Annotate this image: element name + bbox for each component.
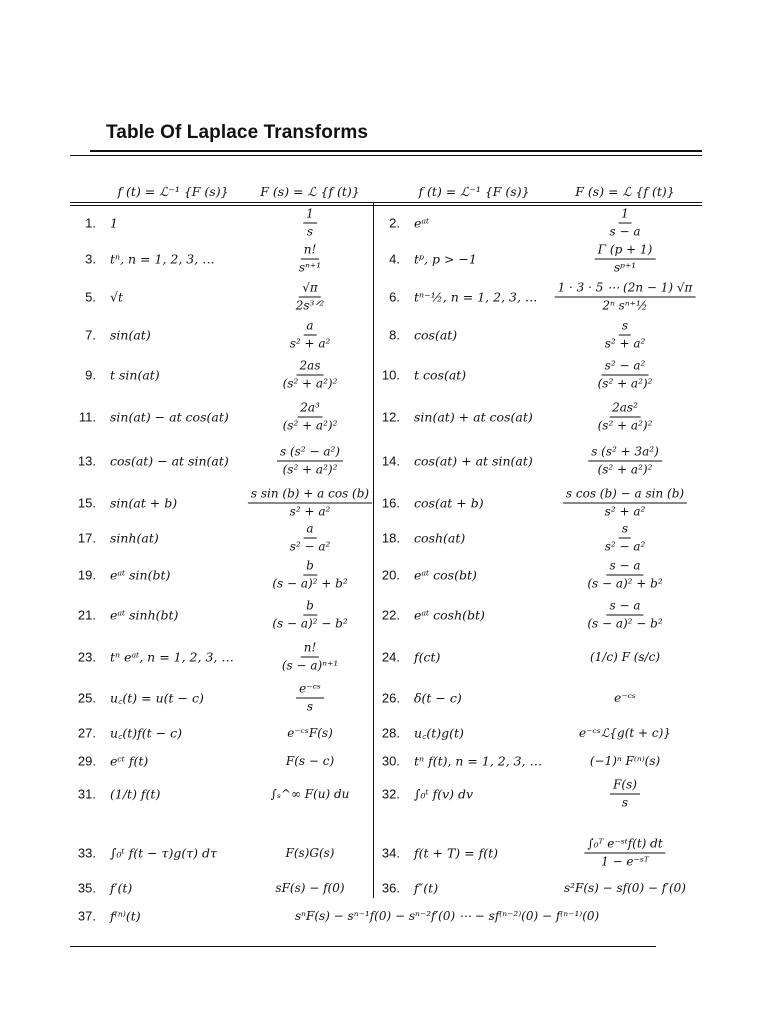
transform-denominator: (s² + a²)² — [597, 376, 653, 391]
entry-function: f⁽ⁿ⁾(t) — [110, 908, 141, 924]
transform-numerator: s − a — [606, 559, 643, 576]
transform-fraction — [610, 778, 640, 811]
entry-transform — [595, 359, 656, 392]
header-f-right: f (t) = ℒ⁻¹ {F (s)} — [418, 184, 530, 199]
transform-fraction — [563, 487, 687, 520]
transform-numerator: 2as² — [609, 401, 641, 418]
entry-function: u꜀(t)g(t) — [414, 725, 464, 741]
entry-transform — [602, 522, 649, 555]
transform-fraction — [280, 359, 341, 392]
entry-function: u꜀(t)f(t − c) — [110, 725, 182, 741]
entry-number: 5. — [85, 289, 96, 305]
transform-denominator: (s² + a²)² — [282, 418, 338, 433]
entry-transform — [275, 881, 344, 895]
entry-transform — [614, 691, 636, 705]
transform-denominator: (s − a)² − b² — [587, 616, 663, 631]
transform-numerator: a — [303, 319, 316, 336]
transform-denominator: (s² + a²)² — [282, 462, 338, 477]
transform-fraction — [296, 682, 324, 715]
entry-transform — [286, 846, 335, 860]
entry-number: 20. — [381, 567, 400, 583]
entry-number: 6. — [389, 289, 400, 305]
transform-numerator: F(s) — [610, 778, 640, 795]
page-title: Table Of Laplace Transforms — [106, 122, 369, 143]
entry-transform: sⁿF(s) − sⁿ⁻¹f(0) − sⁿ⁻²f′(0) ⋯ − sf⁽ⁿ⁻²⁾(0) − f⁽ⁿ⁻¹⁾(0) — [295, 909, 600, 923]
transform-denominator: s − a — [609, 224, 641, 239]
entry-function: 1 — [110, 215, 118, 231]
entry-number: 4. — [389, 251, 400, 267]
entry-function: eᵃᵗ sin(bt) — [110, 567, 171, 583]
entry-transform — [287, 319, 334, 352]
entry-function: cos(at) − at sin(at) — [110, 453, 229, 469]
entry-number: 22. — [381, 607, 400, 623]
entry-transform — [296, 243, 324, 276]
transform-numerator: s — [619, 319, 631, 336]
transform-numerator: b — [303, 599, 317, 616]
entry-transform — [248, 487, 372, 520]
transform-expression: (−1)ⁿ F⁽ⁿ⁾(s) — [589, 754, 661, 768]
entry-number: 36. — [381, 880, 400, 896]
entry-function: f′(t) — [110, 880, 133, 896]
entry-number: 31. — [77, 786, 96, 802]
entry-transform — [293, 281, 328, 314]
transform-denominator: s² + a² — [604, 336, 646, 351]
transform-expression: e⁻ᶜˢ — [614, 691, 636, 705]
transform-fraction — [277, 445, 343, 478]
entry-function: tⁿ f(t), n = 1, 2, 3, … — [414, 753, 543, 769]
transform-numerator: b — [303, 559, 317, 576]
transform-fraction — [287, 522, 334, 555]
transform-numerator: n! — [301, 641, 320, 658]
entry-function: cos(at) + at sin(at) — [414, 453, 533, 469]
transform-fraction — [279, 641, 341, 674]
entry-function: sinh(at) — [110, 530, 159, 546]
transform-fraction — [287, 319, 334, 352]
transform-fraction — [248, 487, 372, 520]
entry-function: u꜀(t) = u(t − c) — [110, 690, 204, 706]
entry-number: 30. — [381, 753, 400, 769]
transform-numerator: s (s² + 3a²) — [588, 445, 662, 462]
entry-number: 19. — [77, 567, 96, 583]
entry-function: sin(at + b) — [110, 495, 178, 511]
entry-transform — [602, 319, 649, 352]
entry-transform — [277, 445, 343, 478]
entry-transform — [286, 754, 334, 768]
entry-number: 37. — [77, 908, 96, 924]
transform-numerator: 1 · 3 · 5 ⋯ (2n − 1) √π — [555, 281, 696, 298]
entry-function: eᵃᵗ cos(bt) — [414, 567, 477, 583]
entry-number: 27. — [77, 725, 96, 741]
entry-transform — [303, 207, 317, 240]
entry-number: 16. — [381, 495, 400, 511]
transform-numerator: Γ (p + 1) — [595, 243, 656, 260]
entry-function: f(ct) — [414, 649, 441, 665]
entry-function: t cos(at) — [414, 367, 467, 383]
transform-expression: (1/c) F (s/c) — [589, 650, 661, 664]
entry-number: 13. — [77, 453, 96, 469]
header-F-right: F (s) = ℒ {f (t)} — [575, 184, 675, 199]
transform-numerator: s cos (b) − a sin (b) — [563, 487, 687, 504]
transform-denominator: s² − a² — [604, 539, 646, 554]
transform-denominator: 2s³ᐟ² — [295, 298, 325, 313]
transform-numerator: s sin (b) + a cos (b) — [248, 487, 372, 504]
transform-fraction — [607, 207, 644, 240]
entry-number: 7. — [85, 327, 96, 343]
entry-number: 29. — [77, 753, 96, 769]
transform-denominator: s² − a² — [289, 539, 331, 554]
entry-function: tⁿ eᵃᵗ, n = 1, 2, 3, … — [110, 649, 234, 665]
transform-fraction — [595, 359, 656, 392]
entry-transform — [595, 243, 656, 276]
transform-numerator: s (s² − a²) — [277, 445, 343, 462]
entry-function: cosh(at) — [414, 530, 466, 546]
entry-transform — [287, 522, 334, 555]
transform-denominator: 2ⁿ sⁿ⁺½ — [602, 298, 648, 313]
entry-transform — [595, 401, 656, 434]
transform-fraction — [595, 401, 656, 434]
transform-fraction — [303, 207, 317, 240]
entry-function: eᵃᵗ — [414, 215, 430, 231]
entry-number: 35. — [77, 880, 96, 896]
transform-fraction — [584, 559, 665, 592]
entry-number: 8. — [389, 327, 400, 343]
header-f-left: f (t) = ℒ⁻¹ {F (s)} — [117, 184, 229, 199]
transform-numerator: ∫₀ᵀ e⁻ˢᵗf(t) dt — [584, 837, 665, 854]
entry-transform — [607, 207, 644, 240]
entry-number: 1. — [85, 215, 96, 231]
transform-denominator: (s² + a²)² — [597, 462, 653, 477]
entry-transform — [296, 682, 324, 715]
transform-denominator: (s − a)ⁿ⁺¹ — [281, 658, 339, 673]
transform-denominator: s² + a² — [289, 336, 331, 351]
entry-function: sin(at) + at cos(at) — [414, 409, 533, 425]
entry-transform — [555, 281, 696, 314]
transform-numerator: 1 — [618, 207, 632, 224]
entry-transform — [280, 359, 341, 392]
entry-function: eᵃᵗ cosh(bt) — [414, 607, 485, 623]
entry-transform — [584, 599, 665, 632]
entry-function: ∫₀ᵗ f(t − τ)g(τ) dτ — [110, 845, 217, 861]
entry-transform — [563, 487, 687, 520]
transform-denominator: (s − a)² + b² — [272, 576, 348, 591]
entry-transform — [564, 881, 686, 895]
transform-numerator: e⁻ᶜˢ — [296, 682, 324, 699]
entry-number: 18. — [381, 530, 400, 546]
transform-fraction — [588, 445, 662, 478]
transform-denominator: sᵖ⁺¹ — [613, 260, 637, 275]
entry-function: tⁿ, n = 1, 2, 3, … — [110, 251, 215, 267]
entry-transform — [280, 401, 341, 434]
entry-number: 17. — [77, 530, 96, 546]
header-rule-top — [70, 202, 702, 203]
entry-number: 24. — [381, 649, 400, 665]
entry-function: tᵖ, p > −1 — [414, 251, 477, 267]
entry-function: ∫₀ᵗ f(v) dv — [414, 786, 474, 802]
entry-function: t sin(at) — [110, 367, 160, 383]
transform-numerator: s − a — [606, 599, 643, 616]
entry-function: δ(t − c) — [414, 690, 462, 706]
entry-function: f″(t) — [414, 880, 439, 896]
transform-fraction — [269, 599, 350, 632]
transform-denominator: s² + a² — [604, 504, 646, 519]
entry-transform — [590, 650, 660, 664]
entry-function: sin(at) — [110, 327, 151, 343]
transform-denominator: s — [306, 224, 314, 239]
transform-fraction — [602, 319, 649, 352]
entry-number: 34. — [381, 845, 400, 861]
transform-denominator: (s − a)² + b² — [587, 576, 663, 591]
entry-transform — [584, 559, 665, 592]
transform-denominator: s² + a² — [289, 504, 331, 519]
entry-transform — [584, 837, 665, 870]
transform-denominator: 1 − e⁻ˢᵀ — [601, 854, 649, 869]
transform-denominator: sⁿ⁺¹ — [298, 260, 322, 275]
entry-number: 23. — [77, 649, 96, 665]
entry-transform — [279, 641, 341, 674]
transform-expression: F(s)G(s) — [285, 846, 335, 860]
transform-numerator: 1 — [303, 207, 317, 224]
entry-number: 10. — [381, 367, 400, 383]
transform-expression: F(s − c) — [285, 754, 335, 768]
transform-fraction — [584, 837, 665, 870]
transform-expression: e⁻ᶜˢℒ{g(t + c)} — [579, 726, 671, 740]
entry-number: 2. — [389, 215, 400, 231]
entry-number: 33. — [77, 845, 96, 861]
entry-transform — [269, 599, 350, 632]
entry-transform — [269, 559, 350, 592]
transform-numerator: a — [303, 522, 316, 539]
entry-transform — [588, 445, 662, 478]
entry-number: 12. — [381, 409, 400, 425]
entry-number: 25. — [77, 690, 96, 706]
transform-fraction — [595, 243, 656, 276]
transform-expression: sF(s) − f(0) — [275, 881, 345, 895]
title-underline-thin — [70, 155, 702, 156]
transform-fraction — [555, 281, 696, 314]
transform-numerator: s — [619, 522, 631, 539]
entry-transform — [271, 787, 350, 801]
transform-numerator: √π — [299, 281, 321, 298]
header-F-left: F (s) = ℒ {f (t)} — [260, 184, 360, 199]
entry-function: f(t + T) = f(t) — [414, 845, 498, 861]
transform-denominator: (s² + a²)² — [282, 376, 338, 391]
entry-function: tⁿ⁻½, n = 1, 2, 3, … — [414, 289, 538, 305]
entry-number: 21. — [77, 607, 96, 623]
transform-fraction — [293, 281, 328, 314]
entry-function: eᶜᵗ f(t) — [110, 753, 149, 769]
entry-number: 9. — [85, 367, 96, 383]
entry-transform — [590, 754, 660, 768]
entry-function: cos(at + b) — [414, 495, 484, 511]
entry-transform — [610, 778, 640, 811]
transform-numerator: n! — [301, 243, 320, 260]
transform-fraction — [584, 599, 665, 632]
bottom-rule — [70, 946, 656, 947]
entry-number: 28. — [381, 725, 400, 741]
transform-expression: ∫ₛ^∞ F(u) du — [270, 787, 350, 801]
entry-function: sin(at) − at cos(at) — [110, 409, 229, 425]
transform-expression: s²F(s) − sf(0) − f′(0) — [564, 881, 686, 895]
entry-number: 11. — [78, 409, 96, 425]
transform-denominator: s — [621, 795, 629, 810]
entry-function: √t — [110, 289, 123, 305]
transform-numerator: 2a³ — [297, 401, 323, 418]
entry-number: 3. — [85, 251, 96, 267]
entry-function: (1/t) f(t) — [110, 786, 161, 802]
entry-number: 26. — [381, 690, 400, 706]
entry-number: 32. — [381, 786, 400, 802]
transform-numerator: 2as — [297, 359, 324, 376]
transform-fraction — [280, 401, 341, 434]
transform-fraction — [296, 243, 324, 276]
transform-fraction — [602, 522, 649, 555]
transform-denominator: (s² + a²)² — [597, 418, 653, 433]
transform-denominator: s — [306, 699, 314, 714]
entry-function: cos(at) — [414, 327, 458, 343]
entry-number: 15. — [77, 495, 96, 511]
transform-fraction — [269, 559, 350, 592]
transform-denominator: (s − a)² − b² — [272, 616, 348, 631]
entry-transform — [579, 726, 671, 740]
transform-expression: e⁻ᶜˢF(s) — [287, 726, 333, 740]
transform-numerator: s² − a² — [602, 359, 649, 376]
title-underline — [90, 150, 702, 152]
entry-number: 14. — [381, 453, 400, 469]
entry-transform — [287, 726, 333, 740]
entry-function: eᵃᵗ sinh(bt) — [110, 607, 179, 623]
